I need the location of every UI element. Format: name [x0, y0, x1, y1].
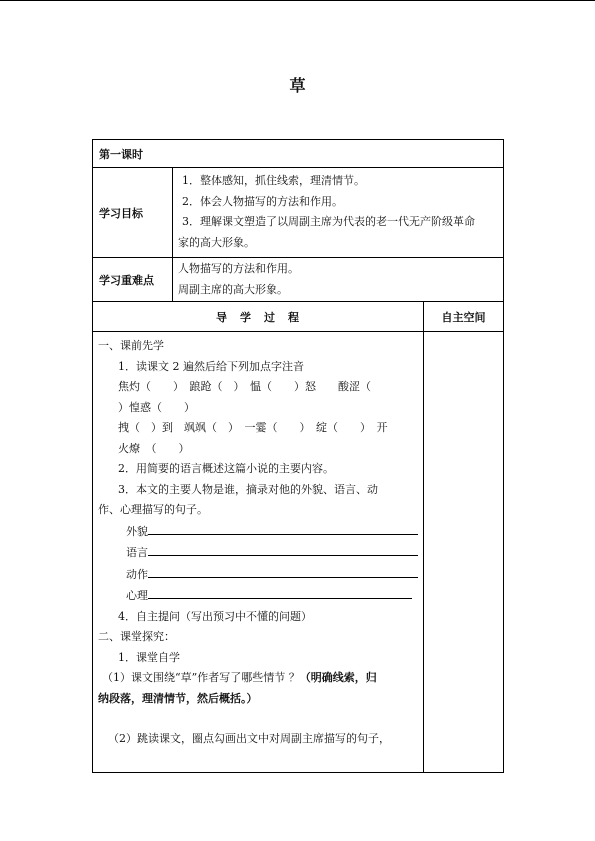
goals-cell	[173, 168, 504, 258]
fill-appearance-line	[148, 521, 418, 535]
fill-speech-label: 语言	[126, 546, 148, 559]
guide-body	[93, 332, 424, 773]
pinyin-row-2: ）惶惑（ ）	[118, 400, 195, 414]
self-space-cell	[424, 332, 504, 773]
fill-speech-line	[148, 542, 418, 556]
focus-item-1: 人物描写的方法和作用。	[178, 262, 299, 275]
task-1-2: 2．用简要的语言概述这篇小说的主要内容。	[118, 462, 334, 475]
task-1-1: 1．读课文 2 遍然后给下列加点字注音	[118, 359, 304, 373]
focus-label: 学习重难点	[93, 258, 173, 302]
question-1	[98, 668, 419, 689]
self-space-header: 自主空间	[424, 302, 504, 332]
page-top-rule	[0, 0, 595, 1]
fill-psych-label: 心理	[126, 589, 148, 602]
question-1-hint-b: 纳段落，理清情节，然后概括。）	[98, 691, 258, 705]
fill-action-label: 动作	[126, 567, 148, 581]
goal-item-3b: 家的高大形象。	[178, 235, 255, 249]
task-1-3b: 作、心理描写的句子。	[98, 503, 208, 516]
fill-appearance-label: 外貌	[126, 524, 148, 538]
question-1-text: （1）课文围绕“草”作者写了哪些情节 ？	[102, 671, 300, 684]
section-2-heading: 二、课堂探究：	[98, 630, 175, 643]
task-2-1: 1．课堂自学	[118, 650, 180, 664]
fill-action-line	[148, 564, 418, 578]
fill-appearance	[98, 521, 419, 543]
page-title: 草	[289, 76, 306, 95]
task-1-4: 4．自主提问（写出预习中不懂的问题）	[118, 609, 312, 623]
goal-item-3a: 3．理解课文塑造了以周副主席为代表的老一代无产阶级革命	[182, 215, 475, 228]
goals-row	[93, 168, 504, 258]
focus-cell	[173, 258, 504, 302]
session-label: 第一课时	[93, 140, 504, 168]
section-1-heading: 一、课前先学	[98, 339, 164, 352]
guide-header-row	[93, 302, 504, 332]
pinyin-row-1: 焦灼（ ） 踉跄（ ） 愠（ ）怒 酸涩（	[118, 380, 371, 393]
fill-speech	[98, 542, 419, 564]
focus-item-2: 周副主席的高大形象。	[178, 282, 288, 296]
guide-header: 导 学 过 程	[93, 302, 424, 332]
goal-item-2: 2．体会人物描写的方法和作用。	[182, 194, 343, 208]
session-row	[93, 140, 504, 168]
pinyin-row-3: 拽（ ）到 飒飒（ ） 一霎（ ） 绽（ ） 开	[118, 421, 388, 434]
guide-body-row	[93, 332, 504, 773]
fill-action	[98, 564, 419, 586]
focus-row	[93, 258, 504, 302]
goals-label: 学习目标	[93, 168, 173, 258]
fill-psych-line	[148, 585, 412, 599]
pinyin-row-4: 火燎 （ ）	[118, 441, 190, 455]
question-1-hint-a: （明确线索，归	[299, 671, 377, 684]
task-1-3a: 3．本文的主要人物是谁，摘录对他的外貌、语言、动	[118, 482, 378, 496]
lesson-table	[92, 139, 504, 773]
fill-psych	[98, 585, 419, 607]
goal-item-1: 1．整体感知，抓住线索，理清情节。	[182, 174, 365, 187]
question-2: （2）跳读课文，圈点勾画出文中对周副主席描写的句子，	[108, 732, 390, 745]
blank-space	[98, 709, 419, 729]
